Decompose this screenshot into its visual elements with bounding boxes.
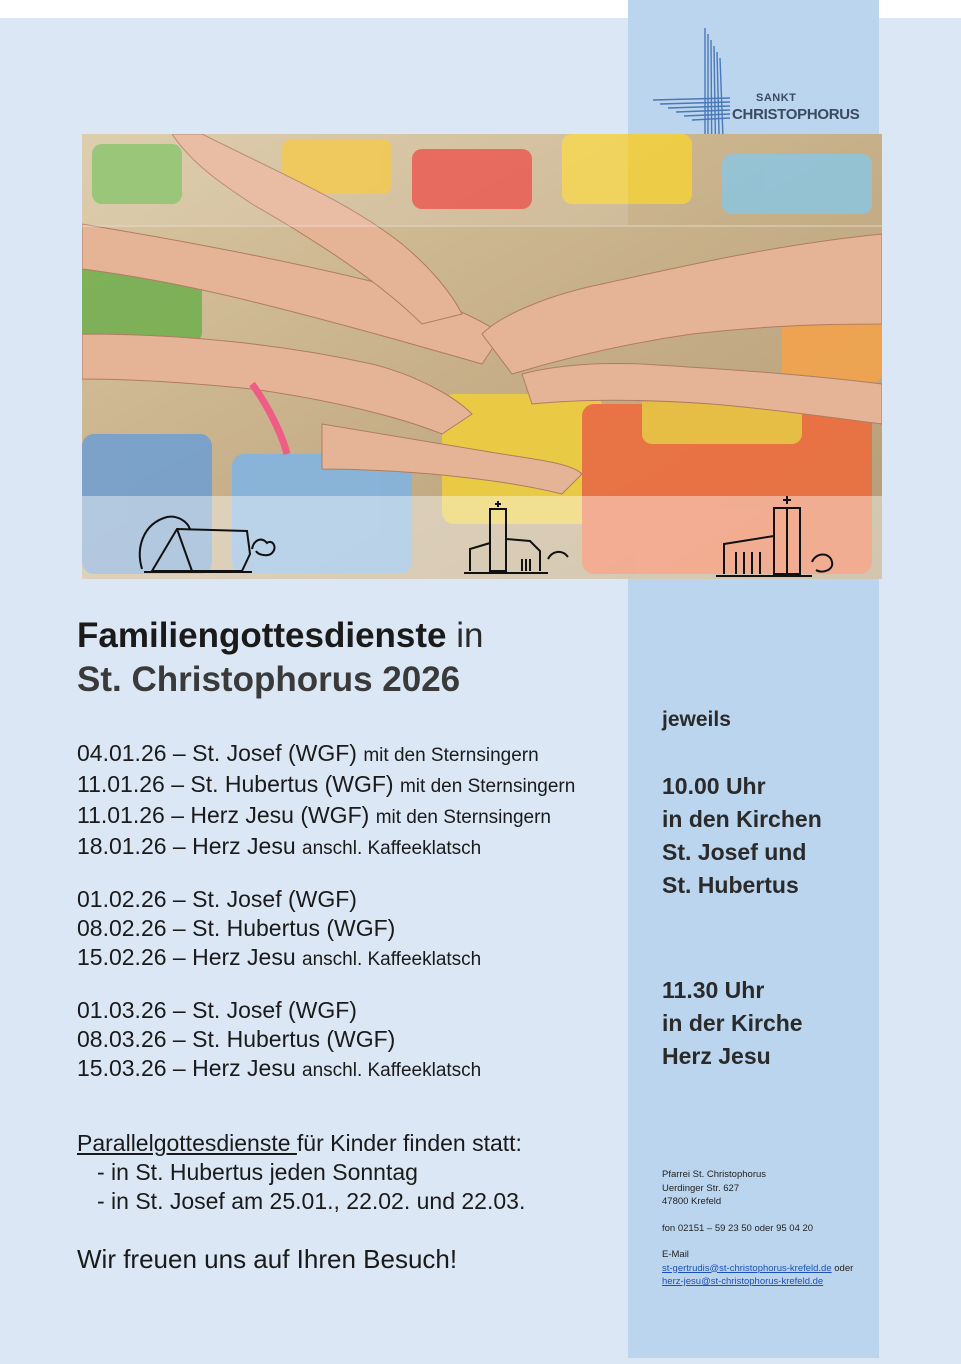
- greeting-text: Wir freuen uns auf Ihren Besuch!: [77, 1244, 458, 1274]
- church-cross-icon: [712, 492, 842, 579]
- schedule-entry: 08.02.26 – St. Hubertus (WGF): [77, 915, 396, 941]
- schedule-entry: 01.02.26 – St. Josef (WGF): [77, 886, 357, 912]
- schedule-entry: 15.03.26 – Herz Jesu: [77, 1055, 303, 1081]
- schedule-list: [77, 739, 575, 1107]
- contact-email-label: E-Mail: [662, 1249, 689, 1260]
- contact-block: [662, 1168, 853, 1289]
- schedule-row: [77, 1054, 575, 1085]
- schedule-note: mit den Sternsingern: [363, 745, 539, 766]
- service-times-1130: [662, 974, 803, 1073]
- parallel-services: [77, 1129, 525, 1216]
- schedule-note: mit den Sternsingern: [399, 776, 576, 797]
- schedule-row: [77, 832, 575, 863]
- time-line: St. Josef und: [662, 839, 807, 865]
- schedule-row: [77, 1025, 575, 1054]
- schedule-entry: 01.03.26 – St. Josef (WGF): [77, 997, 357, 1023]
- schedule-row: [77, 770, 575, 801]
- parallel-heading-rest: für Kinder finden statt:: [296, 1130, 522, 1156]
- schedule-row: [77, 739, 575, 770]
- church-tower-icon: [460, 499, 575, 579]
- schedule-row: [77, 996, 575, 1025]
- service-times-1000: [662, 770, 822, 902]
- schedule-row: [77, 914, 575, 943]
- list-item: - in St. Josef am 25.01., 22.02. und 22.03.: [97, 1188, 526, 1214]
- sidebar-jeweils: jeweils: [662, 708, 731, 731]
- time-line: Herz Jesu: [662, 1043, 771, 1069]
- schedule-note: anschl. Kaffeeklatsch: [302, 838, 482, 859]
- schedule-note: anschl. Kaffeeklatsch: [302, 949, 482, 970]
- time-line: in den Kirchen: [662, 806, 822, 832]
- title-line2: St. Christophorus 2026: [77, 660, 461, 699]
- email-link-herz-jesu[interactable]: herz-jesu@st-christophorus-krefeld.de: [662, 1276, 824, 1287]
- time-line: 10.00 Uhr: [662, 773, 766, 799]
- logo-christophorus-text: CHRISTOPHORUS: [732, 106, 860, 123]
- contact-or: oder: [831, 1262, 854, 1274]
- logo-sankt-text: SANKT: [756, 92, 797, 104]
- contact-phone: fon 02151 – 59 23 50 oder 95 04 20: [662, 1222, 814, 1234]
- schedule-entry: 04.01.26 – St. Josef (WGF): [77, 740, 364, 766]
- parallel-heading: Parallelgottesdienste: [77, 1130, 297, 1156]
- schedule-row: [77, 801, 575, 832]
- contact-name: Pfarrei St. Christophorus: [662, 1169, 767, 1180]
- schedule-entry: 08.03.26 – St. Hubertus (WGF): [77, 1026, 396, 1052]
- title-in: in: [446, 616, 484, 655]
- time-line: 11.30 Uhr: [662, 977, 765, 1003]
- schedule-entry: 18.01.26 – Herz Jesu: [77, 833, 303, 859]
- title-main: Familiengottesdienste: [77, 616, 447, 655]
- schedule-group-march: [77, 996, 575, 1085]
- contact-street: Uerdinger Str. 627: [662, 1182, 740, 1194]
- time-line: in der Kirche: [662, 1010, 803, 1036]
- email-link-gertrudis[interactable]: st-gertrudis@st-christophorus-krefeld.de: [662, 1262, 832, 1274]
- schedule-entry: 11.01.26 – Herz Jesu (WGF): [77, 802, 376, 828]
- contact-city: 47800 Krefeld: [662, 1196, 722, 1207]
- schedule-entry: 11.01.26 – St. Hubertus (WGF): [77, 771, 400, 797]
- schedule-group-january: [77, 739, 575, 863]
- schedule-row: [77, 943, 575, 974]
- schedule-group-february: [77, 885, 575, 974]
- time-line: St. Hubertus: [662, 872, 799, 898]
- schedule-note: mit den Sternsingern: [375, 807, 552, 828]
- church-sketch-icon: [132, 509, 332, 577]
- page-title: [77, 614, 484, 702]
- stacked-hands-photo: [82, 134, 882, 579]
- schedule-note: anschl. Kaffeeklatsch: [302, 1060, 482, 1081]
- list-item: - in St. Hubertus jeden Sonntag: [97, 1159, 418, 1185]
- schedule-row: [77, 885, 575, 914]
- schedule-entry: 15.02.26 – Herz Jesu: [77, 944, 303, 970]
